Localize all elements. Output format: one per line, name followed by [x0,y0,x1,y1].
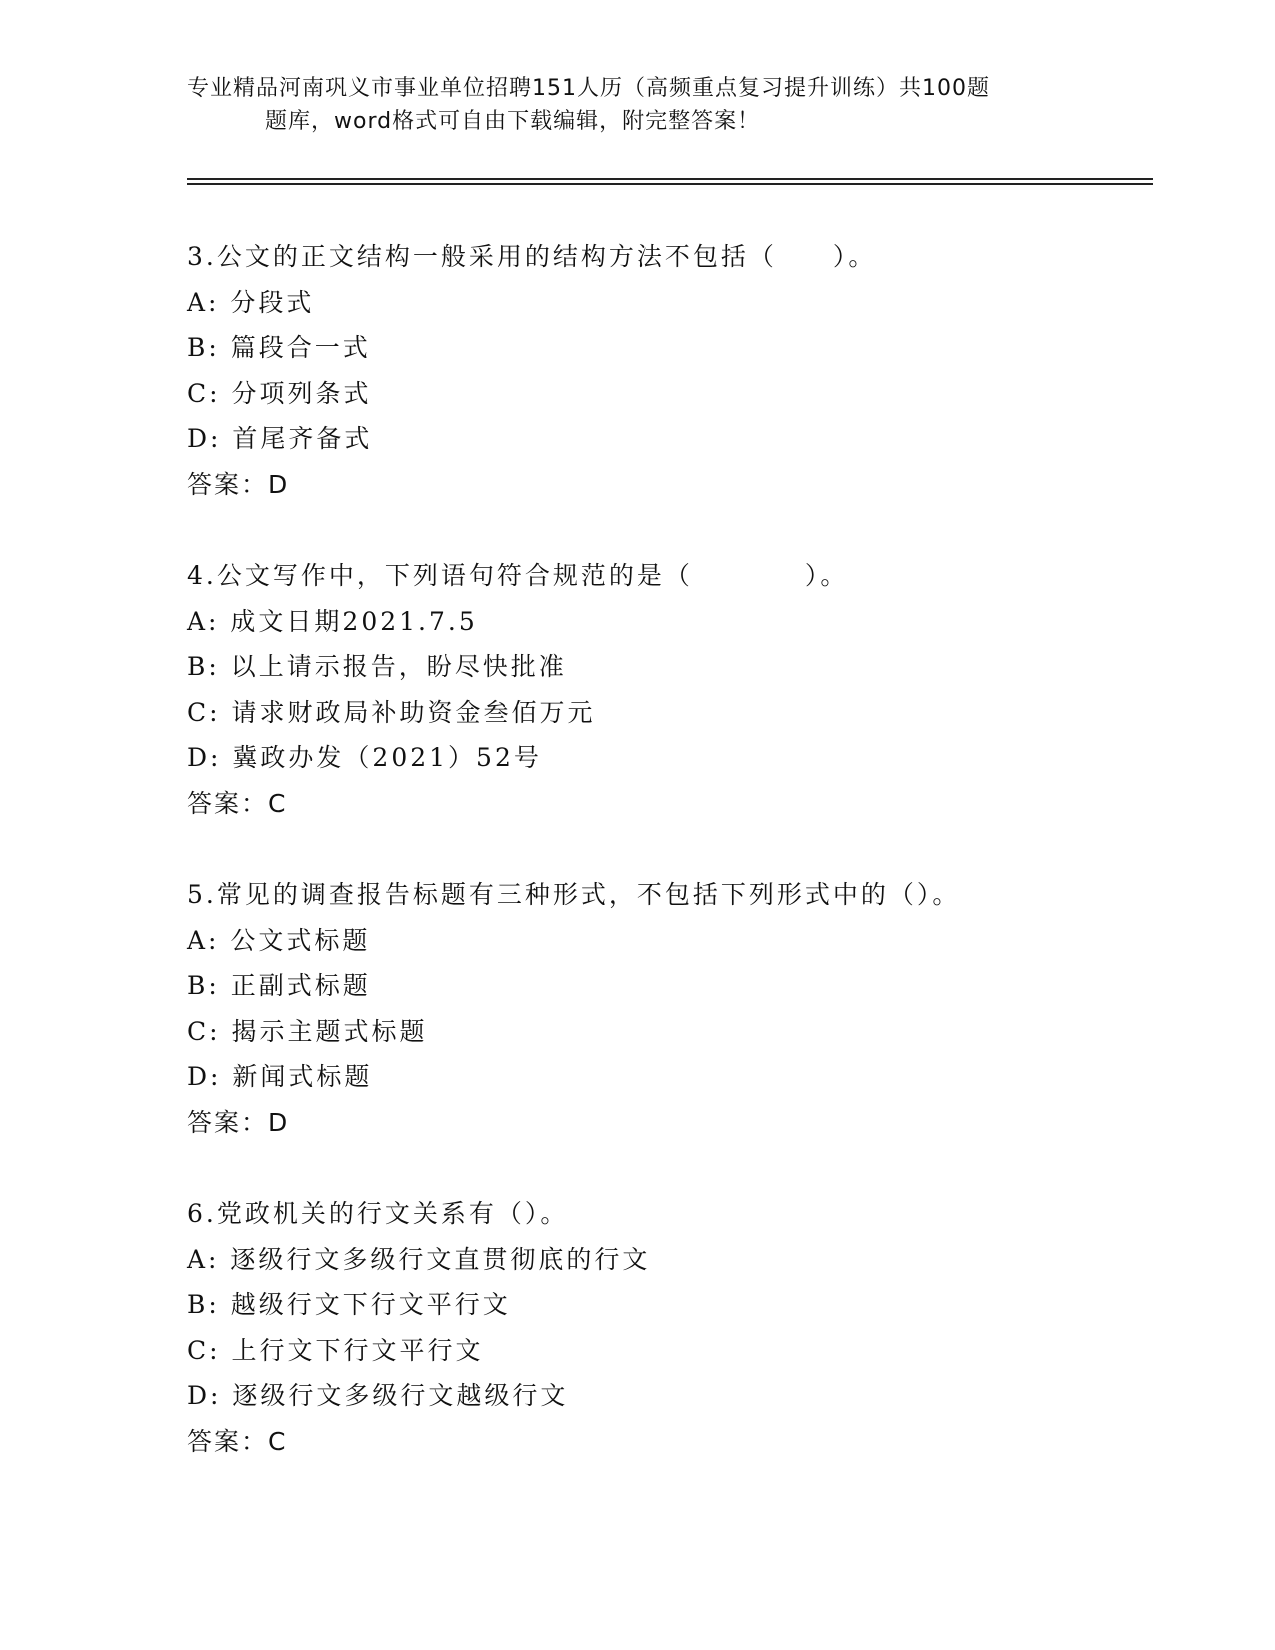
option-c: C: 请求财政局补助资金叁佰万元 [187,697,596,727]
question-stem: 3.公文的正文结构一般采用的结构方法不包括（ ）。 [187,242,877,271]
option-d: D: 冀政办发（2021）52号 [187,743,542,772]
option-b: B: 篇段合一式 [187,333,371,362]
header-title-line-2: 题库，word格式可自由下载编辑，附完整答案！ [265,109,761,134]
option-d: D: 新闻式标题 [187,1062,373,1091]
option-b: B: 正副式标题 [187,971,371,1000]
option-c: C: 上行文下行文平行文 [187,1335,484,1365]
answer-line: 答案：D [187,469,290,499]
option-a: A: 分段式 [187,287,315,317]
option-a: A: 成文日期2021.7.5 [187,606,478,636]
question-stem: 6.党政机关的行文关系有（）。 [187,1199,569,1228]
question-block [187,1191,1147,1464]
document-header [187,72,1087,138]
option-d: D: 首尾齐备式 [187,424,373,453]
question-stem: 4.公文写作中，下列语句符合规范的是（ ）。 [187,561,849,590]
option-b: B: 越级行文下行文平行文 [187,1290,511,1319]
header-divider-top [187,178,1153,180]
question-block [187,234,1147,507]
question-block [187,553,1147,826]
answer-line: 答案：C [187,788,288,818]
option-b: B: 以上请示报告，盼尽快批准 [187,652,567,681]
option-c: C: 揭示主题式标题 [187,1016,428,1046]
answer-line: 答案：C [187,1426,288,1456]
answer-line: 答案：D [187,1107,290,1137]
question-block [187,872,1147,1145]
option-a: A: 公文式标题 [187,925,371,955]
question-stem: 5.常见的调查报告标题有三种形式，不包括下列形式中的（）。 [187,880,961,909]
header-title-line-1: 专业精品河南巩义市事业单位招聘151人历（高频重点复习提升训练）共100题 [187,76,990,101]
option-c: C: 分项列条式 [187,378,372,408]
option-a: A: 逐级行文多级行文直贯彻底的行文 [187,1244,651,1274]
header-divider-bottom [187,183,1153,185]
option-d: D: 逐级行文多级行文越级行文 [187,1381,569,1410]
